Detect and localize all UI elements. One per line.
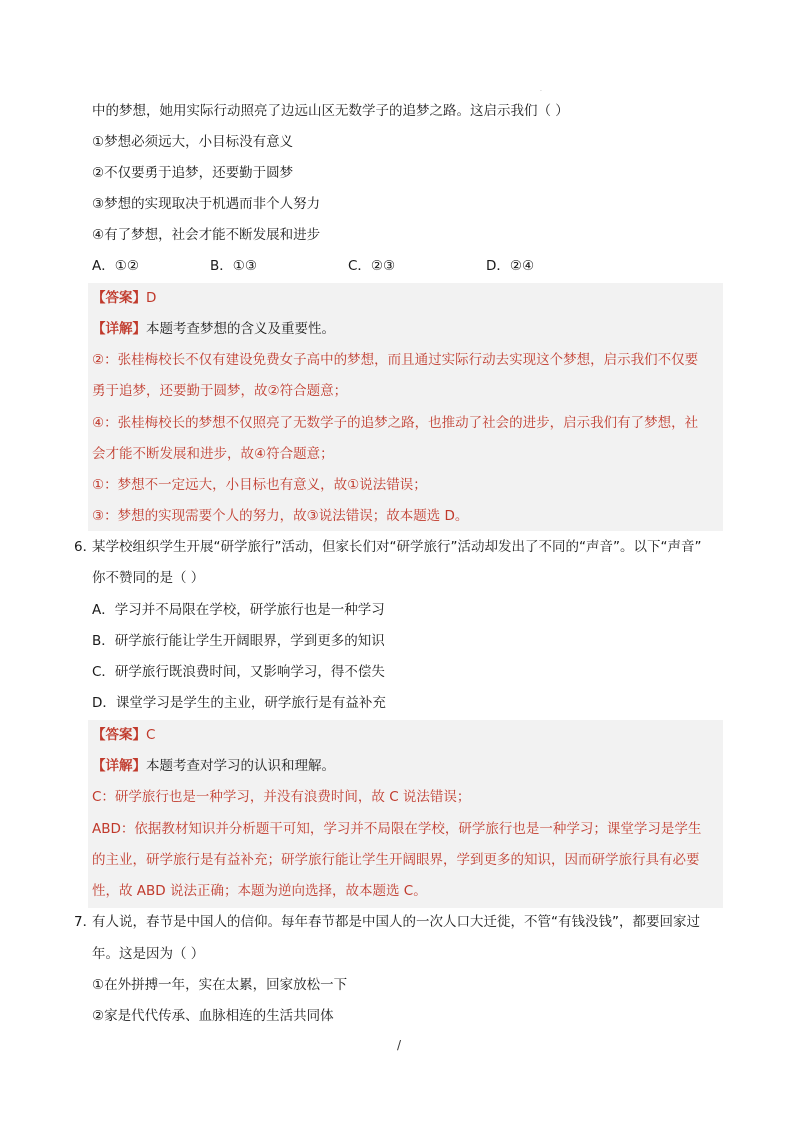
q7-item-1: ①在外拼搏一年，实在太累，回家放松一下 [92, 977, 348, 993]
q5-detail [92, 319, 335, 339]
q6-option-b: B．研学旅行能让学生开阔眼界，学到更多的知识 [92, 633, 385, 649]
q5-exp-4: 会才能不断发展和进步，故④符合题意； [92, 446, 334, 462]
q6-stem-2: 你不赞同的是（ ） [92, 570, 205, 586]
q6-answer [92, 725, 155, 745]
q6-exp-1: C：研学旅行也是一种学习，并没有浪费时间，故 C 说法错误； [92, 789, 471, 805]
detail-text: 本题考查对学习的认识和理解。 [146, 758, 335, 774]
q6-exp-3: 的主业，研学旅行是有益补充；研学旅行能让学生开阔眼界，学到更多的知识，因而研学旅行具有必要 [92, 852, 700, 868]
q5-exp-3: ④：张桂梅校长的梦想不仅照亮了无数学子的追梦之路，也推动了社会的进步，启示我们有了梦想，社 [92, 415, 699, 431]
q5-item-3: ③梦想的实现取决于机遇而非个人努力 [92, 196, 321, 212]
q5-option-d: D．②④ [486, 258, 535, 274]
q5-option-a: A．①② [92, 258, 139, 274]
q7-stem-1: 有人说，春节是中国人的信仰。每年春节都是中国人的一次人口大迁徙，不管“有钱没钱”，都要回家过 [92, 914, 700, 930]
q5-option-c: C．②③ [348, 258, 396, 274]
q6-answer-box [88, 720, 723, 908]
answer-value: D [146, 290, 157, 306]
q5-item-1: ①梦想必须远大，小目标没有意义 [92, 134, 294, 150]
q7-stem-2: 年。这是因为（ ） [92, 946, 205, 962]
q5-item-4: ④有了梦想，社会才能不断发展和进步 [92, 227, 321, 243]
q7-item-2: ②家是代代传承、血脉相连的生活共同体 [92, 1008, 334, 1024]
q5-exp-6: ③：梦想的实现需要个人的努力，故③说法错误；故本题选 D。 [92, 508, 469, 524]
q6-stem-1: 某学校组织学生开展“研学旅行”活动，但家长们对“研学旅行”活动却发出了不同的“声音”。以下“声音” [92, 539, 702, 555]
q5-exp-1: ②：张桂梅校长不仅有建设免费女子高中的梦想，而且通过实际行动去实现这个梦想，启示我们不仅要 [92, 352, 699, 368]
answer-value: C [146, 727, 156, 743]
q6-exp-4: 性，故 ABD 说法正确；本题为逆向选择，故本题选 C。 [92, 883, 427, 899]
detail-label: 【详解】 [92, 758, 146, 774]
q6-option-c: C．研学旅行既浪费时间，又影响学习，得不偿失 [92, 664, 385, 680]
scan-dot: . [540, 86, 542, 93]
detail-text: 本题考查梦想的含义及重要性。 [146, 321, 335, 337]
q6-option-a: A．学习并不局限在学校，研学旅行也是一种学习 [92, 602, 385, 618]
q7-number: 7． [74, 914, 97, 930]
q6-option-d: D．课堂学习是学生的主业，研学旅行是有益补充 [92, 695, 386, 711]
q6-detail [92, 756, 335, 776]
detail-label: 【详解】 [92, 321, 146, 337]
q5-item-2: ②不仅要勇于追梦，还要勤于圆梦 [92, 165, 294, 181]
q5-exp-5: ①：梦想不一定远大，小目标也有意义，故①说法错误； [92, 477, 427, 493]
q5-stem: 中的梦想，她用实际行动照亮了边远山区无数学子的追梦之路。这启示我们（ ） [92, 103, 569, 119]
q5-answer [92, 288, 156, 308]
q6-exp-2: ABD：依据教材知识并分析题干可知，学习并不局限在学校，研学旅行也是一种学习；课堂学习是学生 [92, 821, 702, 837]
q5-exp-2: 勇于追梦，还要勤于圆梦，故②符合题意； [92, 383, 348, 399]
answer-label: 【答案】 [92, 290, 146, 306]
q5-option-b: B．①③ [210, 258, 257, 274]
answer-label: 【答案】 [92, 727, 146, 743]
q6-number: 6． [74, 539, 97, 555]
page-footer: / [397, 1038, 402, 1052]
